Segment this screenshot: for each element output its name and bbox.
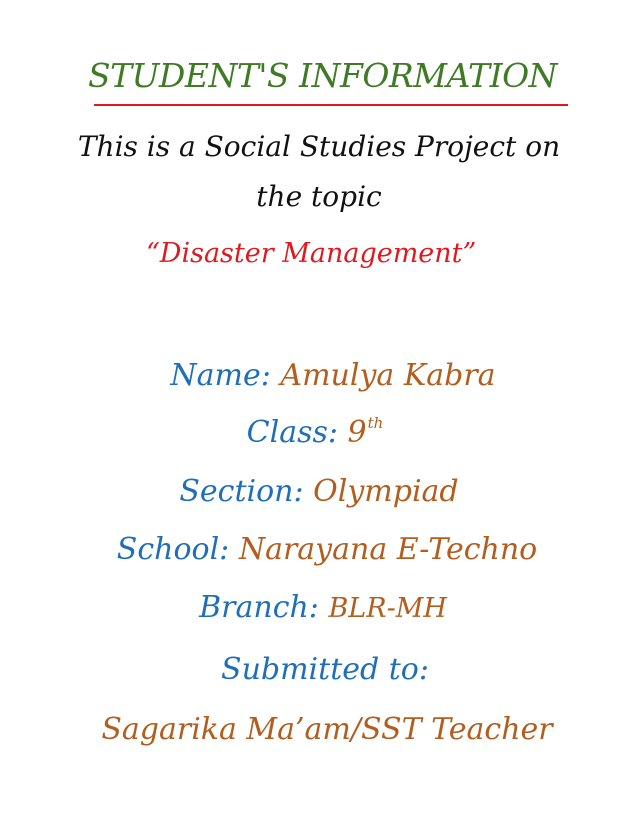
- name-row: [14, 358, 638, 393]
- class-row: [0, 414, 634, 450]
- branch-label: Branch:: [199, 590, 319, 625]
- page-title: STUDENT'S INFORMATION: [88, 56, 558, 95]
- branch-row: [4, 590, 638, 625]
- section-row: [0, 474, 638, 509]
- branch-value: BLR-MH: [328, 593, 447, 624]
- project-topic: “Disaster Management”: [146, 238, 477, 269]
- class-suffix: th: [367, 414, 384, 432]
- intro-line-1: This is a Social Studies Project on: [77, 130, 561, 163]
- section-label: Section:: [179, 474, 304, 509]
- class-label: Class:: [246, 415, 338, 450]
- school-row: [8, 532, 638, 567]
- name-value: Amulya Kabra: [280, 358, 496, 393]
- name-label: Name:: [170, 358, 271, 393]
- title-underline: [94, 104, 568, 106]
- school-label: School:: [116, 532, 230, 567]
- intro-line-2: the topic: [256, 180, 382, 213]
- section-value: Olympiad: [313, 474, 459, 509]
- teacher-name: Sagarika Ma’am/SST Teacher: [101, 712, 553, 747]
- submitted-to-label: Submitted to:: [221, 652, 429, 687]
- class-value: 9: [347, 415, 367, 450]
- school-value: Narayana E-Techno: [238, 532, 538, 567]
